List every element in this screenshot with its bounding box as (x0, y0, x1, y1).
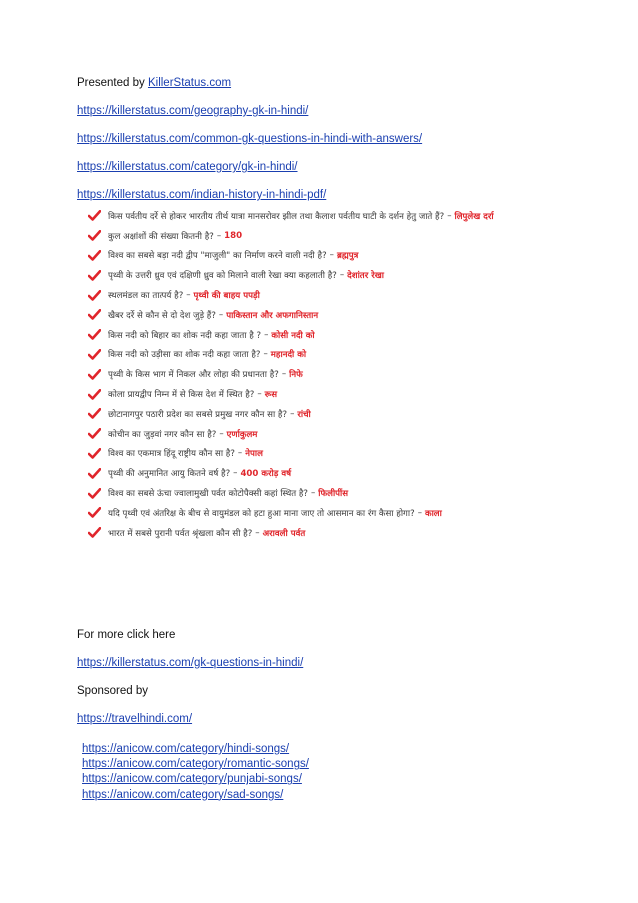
header-link-indian-history[interactable]: https://killerstatus.com/indian-history-in-hindi-pdf/ (77, 189, 327, 201)
anicow-links (82, 742, 309, 803)
qa-question: स्थलमंडल का तात्पर्य है? (108, 291, 184, 302)
qa-answer: नेपाल (245, 449, 263, 460)
qa-answer: काला (424, 508, 442, 519)
check-icon (88, 468, 102, 479)
check-icon (88, 309, 102, 320)
qa-item (88, 444, 558, 464)
presented-by-text: Presented by (77, 77, 148, 89)
qa-item (88, 305, 558, 325)
check-icon (88, 389, 102, 400)
qa-question: पृथ्वी के उत्तरी ध्रुव एवं दक्षिणी ध्रुव को मिलाने वाली रेखा क्या कहलाती है? (108, 271, 337, 282)
qa-question: किस पर्वतीय दर्रे से होकर भारतीय तीर्थ यात्रा मानसरोवर झील तथा कैलाश पर्वतीय घाटी के दर्शन हेतु जाते हैं? (108, 211, 445, 222)
qa-item (88, 483, 558, 503)
qa-answer: रांची (297, 409, 311, 420)
check-icon (88, 250, 102, 261)
check-icon (88, 428, 102, 439)
qa-answer: महानदी को (270, 350, 307, 361)
qa-answer: पृथ्वी की बाहय पपड़ी (193, 291, 260, 302)
qa-item (88, 285, 558, 305)
qa-dash: – (264, 329, 269, 340)
qa-dash: – (281, 369, 287, 380)
check-icon (88, 230, 102, 241)
check-icon (88, 488, 102, 499)
qa-dash: – (216, 230, 222, 241)
check-icon (88, 290, 102, 301)
qa-question: कुल अक्षांशों की संख्या कितनी है? (108, 231, 214, 242)
qa-item (88, 463, 558, 483)
qa-answer: निफे (289, 370, 303, 381)
qa-question: खैबर दर्रे से कौन से दो देश जुड़े हैं? (108, 310, 216, 321)
qa-question: किस नदी को बिहार का शोक नदी कहा जाता है ? (108, 330, 262, 341)
check-icon (88, 349, 102, 360)
qa-dash: – (219, 428, 224, 439)
qa-question: विश्व का सबसे ऊंचा ज्वालामुखी पर्वत कोटोपैक्सी कहां स्थित है? (108, 489, 308, 500)
check-icon (88, 507, 102, 518)
qa-answer: कोसी नदी को (271, 330, 315, 341)
qa-dash: – (263, 349, 268, 360)
qa-dash: – (310, 488, 316, 499)
anicow-link-punjabi-songs[interactable]: https://anicow.com/category/punjabi-songs/ (82, 773, 302, 786)
qa-question: विश्व का एकमात्र हिंदू राष्ट्रीय कौन सा है? (108, 449, 235, 460)
more-text: For more click here (77, 629, 176, 641)
sponsored-link[interactable]: https://travelhindi.com/ (77, 713, 193, 725)
qa-dash: – (237, 448, 243, 459)
qa-question: पृथ्वी के किस भाग में निकल और लोहा की प्रधानता है? (108, 370, 279, 381)
qa-dash: – (218, 309, 224, 320)
qa-item (88, 345, 558, 365)
qa-item (88, 503, 558, 523)
qa-question: किस नदी को उड़ीसा का शोक नदी कहा जाता है? (108, 350, 261, 361)
qa-question: भारत में सबसे पुरानी पर्वत श्रृंखला कौन सी है? (108, 528, 253, 539)
qa-dash: – (329, 250, 334, 261)
check-icon (88, 369, 102, 380)
qa-dash: – (186, 290, 191, 301)
qa-item (88, 265, 558, 285)
qa-item (88, 246, 558, 266)
check-icon (88, 448, 102, 459)
qa-item (88, 424, 558, 444)
check-icon (88, 329, 102, 340)
qa-dash: – (257, 389, 262, 400)
qa-question: पृथ्वी की अनुमानित आयु कितने वर्ष है? (108, 469, 231, 480)
qa-question: विश्व का सबसे बड़ा नदी द्वीप "माजुली" का निर्माण करने वाली नदी है? (108, 251, 327, 262)
qa-dash: – (255, 527, 260, 538)
check-icon (88, 210, 102, 221)
qa-answer: ब्रह्मपुत्र (336, 251, 359, 262)
qa-question: कोचीन का जुड़वां नगर कौन सा है? (108, 429, 217, 440)
qa-item (88, 523, 558, 543)
qa-answer: लिपुलेख दर्रा (454, 211, 494, 222)
header-link-category-gk[interactable]: https://killerstatus.com/category/gk-in-hindi/ (77, 161, 298, 173)
qa-item (88, 364, 558, 384)
qa-dash: – (447, 210, 452, 221)
qa-question: यदि पृथ्वी एवं अंतरिक्ष के बीच से वायुमंडल को हटा हुआ माना जाए तो आसमान का रंग कैसा होगा? (108, 508, 415, 519)
anicow-link-sad-songs[interactable]: https://anicow.com/category/sad-songs/ (82, 788, 284, 801)
check-icon (88, 408, 102, 419)
qa-question: छोटानागपुर पठारी प्रदेश का सबसे प्रमुख नगर कौन सा है? (108, 409, 288, 420)
anicow-link-hindi-songs[interactable]: https://anicow.com/category/hindi-songs/ (82, 743, 290, 755)
qa-answer: 180 (224, 230, 243, 241)
killerstatus-link[interactable]: KillerStatus.com (147, 77, 232, 89)
qa-answer: फिलीपींस (318, 489, 349, 500)
qa-item (88, 404, 558, 424)
qa-answer: रूस (264, 390, 278, 401)
presented-by-line (77, 76, 231, 90)
check-icon (88, 527, 102, 538)
qa-item (88, 226, 558, 246)
more-link[interactable]: https://killerstatus.com/gk-questions-in-hindi/ (77, 657, 304, 669)
check-icon (88, 270, 102, 281)
sponsored-text: Sponsored by (77, 685, 148, 697)
qa-item (88, 206, 558, 226)
qa-dash: – (417, 507, 422, 518)
qa-item (88, 384, 558, 404)
qa-answer: एर्णाकुलम (226, 429, 258, 440)
qa-dash: – (339, 270, 345, 281)
qa-answer: पाकिस्तान और अफगानिस्तान (226, 310, 319, 321)
qa-item (88, 325, 558, 345)
gk-question-list (88, 206, 558, 543)
qa-answer: अरावली पर्वत (262, 528, 306, 539)
qa-question: कोला प्रायद्वीप निम्न में से किस देश में स्थित है? (108, 390, 255, 401)
qa-answer: 400 करोड़ वर्ष (240, 469, 292, 480)
qa-dash: – (233, 468, 238, 479)
qa-answer: देशांतर रेखा (347, 271, 384, 282)
anicow-link-romantic-songs[interactable]: https://anicow.com/category/romantic-songs/ (82, 758, 309, 771)
header-link-geography[interactable]: https://killerstatus.com/geography-gk-in-hindi/ (77, 105, 309, 117)
header-link-common-gk[interactable]: https://killerstatus.com/common-gk-questions-in-hindi-with-answers/ (77, 133, 423, 145)
qa-dash: – (290, 408, 295, 419)
